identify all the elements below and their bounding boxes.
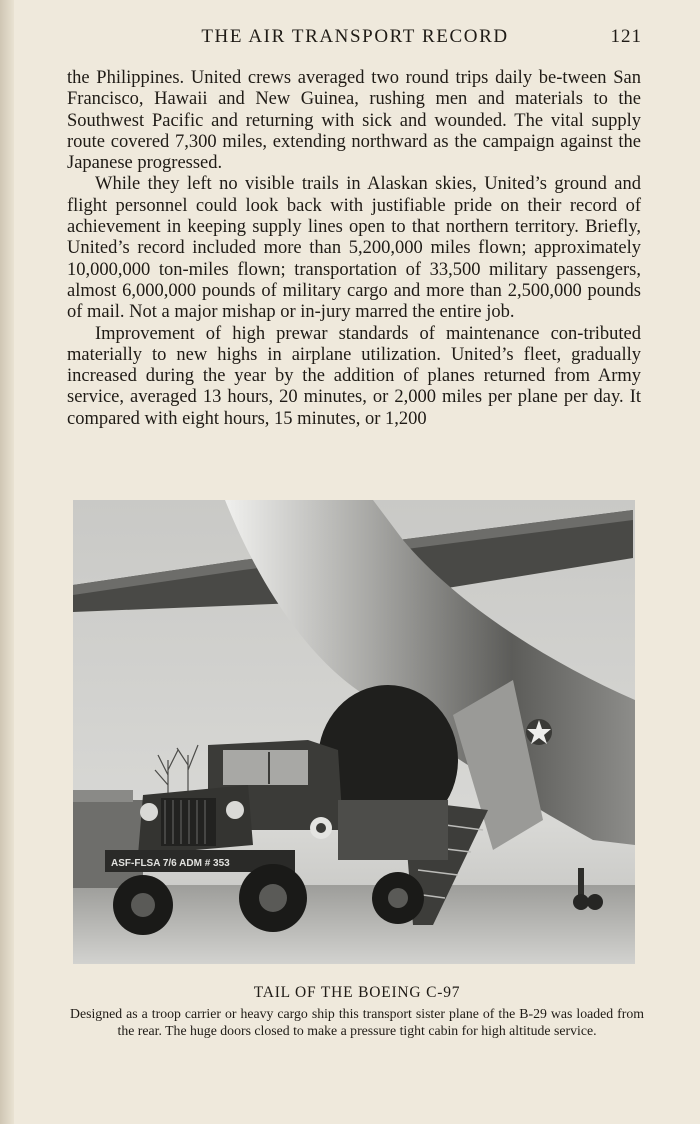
caption-text: Designed as a troop carrier or heavy cargo ship this transport sister plane of the B-29 was loaded from the rear. The huge doors closed to make a pressure tight cabin for high altitude service.: [70, 1006, 644, 1038]
aircraft-loading-photo: [73, 500, 635, 964]
caption-title: TAIL OF THE BOEING C-97: [253, 984, 461, 1001]
body-text: [67, 68, 641, 430]
page-header: [68, 26, 642, 52]
paragraph: the Philippines. United crews averaged two round trips daily be-tween San Francisco, Hawaii and New Guinea, rushing men and materials to the Southwest Pacific and returning with sick and wounded. The vital supply route covered 7,300 miles, extending northward as the campaign against the Japanese progressed.: [67, 68, 641, 174]
paragraph: While they left no visible trails in Alaskan skies, United’s ground and flight personnel could look back with justifiable pride on their record of achievement in keeping supply lines open to that northern territory. Briefly, United’s record included more than 5,200,000 miles flown; approximately 10,000,000 ton-miles flown; transportation of 33,500 military passengers, almost 6,000,000 pounds of military cargo and more than 2,500,000 pounds of mail. Not a major mishap or in-jury marred the entire job.: [67, 174, 641, 323]
paragraph: Improvement of high prewar standards of maintenance con-tributed materially to new highs in airplane utilization. United’s fleet, gradually increased during the year by the addition of planes returned from Army service, averaged 13 hours, 20 minutes, or 2,000 miles per plane per day. It compared with eight hours, 15 minutes, or 1,200: [67, 323, 641, 429]
page-number: 121: [610, 26, 642, 47]
truck-plate-text: ASF-FLSA 7/6 ADM # 353: [111, 858, 230, 869]
photo-illustration: [73, 500, 635, 964]
page-binding-edge: [0, 0, 14, 1124]
running-title: THE AIR TRANSPORT RECORD: [201, 26, 509, 47]
